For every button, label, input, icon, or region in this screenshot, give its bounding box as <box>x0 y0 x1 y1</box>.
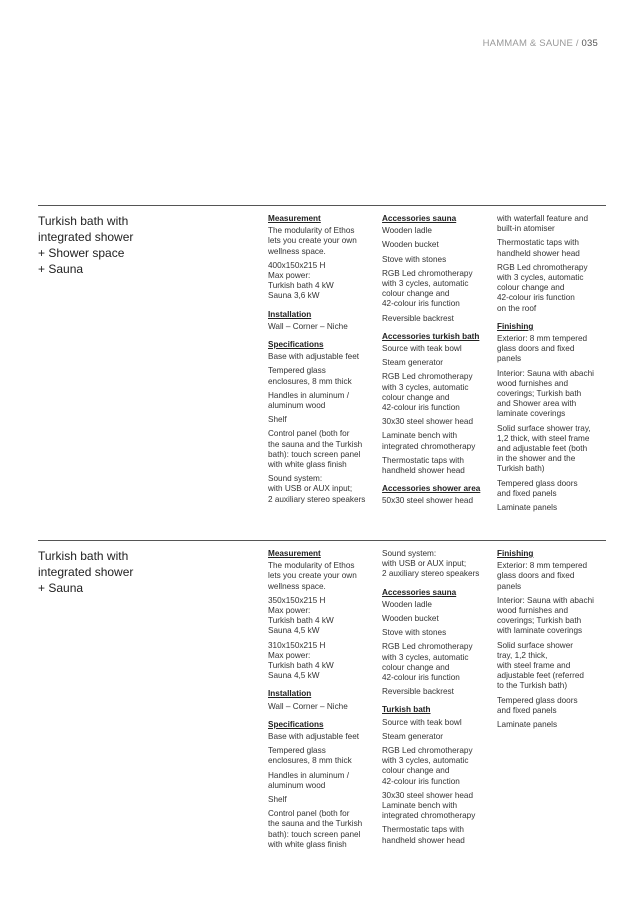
spec-text: Control panel (both for the sauna and the Turkish bath): touch screen panel with white glass finish <box>268 429 363 470</box>
section-title: HAMMAM & SAUNE <box>482 38 574 49</box>
spec-text: Thermostatic taps with handheld shower head <box>382 455 465 476</box>
spec-text: Base with adjustable feet <box>268 732 360 742</box>
spec-text: Wooden bucket <box>382 240 439 250</box>
spec-text: Wooden ladle <box>382 226 432 236</box>
spec-column-2-1 <box>268 549 376 854</box>
spec-text: Reversible backrest <box>382 313 454 323</box>
spec-column-1-1 <box>268 214 376 509</box>
spec-text: Wooden ladle <box>382 599 432 609</box>
spec-text: Interior: Sauna with abachi wood furnishes and coverings; Turkish bath with laminate coverings <box>497 595 594 636</box>
spec-heading: Finishing <box>497 321 534 331</box>
spec-heading: Accessories shower area <box>382 484 481 494</box>
spec-heading: Accessories sauna <box>382 587 457 597</box>
spec-text: 400x150x215 H Max power: Turkish bath 4 kW Sauna 3,6 kW <box>268 260 334 301</box>
spec-text: Laminate panels <box>497 503 558 513</box>
spec-text: Thermostatic taps with handheld shower head <box>497 238 580 258</box>
spec-text: Thermostatic taps with handheld shower head <box>382 825 465 845</box>
spec-heading: Specifications <box>268 340 324 350</box>
spec-text: Stove with stones <box>382 254 447 264</box>
spec-heading: Measurement <box>268 214 321 223</box>
page-number: 035 <box>581 38 598 49</box>
spec-text: Tempered glass enclosures, 8 mm thick <box>268 366 352 386</box>
spec-text: Solid surface shower tray, 1,2 thick, with steel frame and adjustable feet (both in the shower and the Turkish bath) <box>497 423 591 474</box>
spec-text: 310x150x215 H Max power: Turkish bath 4 kW Sauna 4,5 kW <box>268 640 334 681</box>
header-separator: / <box>575 38 582 49</box>
spec-text: Handles in aluminum / aluminum wood <box>268 390 350 411</box>
spec-text: RGB Led chromotherapy with 3 cycles, automatic colour change and 42-colour iris function <box>382 268 473 309</box>
page-header <box>483 38 598 49</box>
spec-heading: Accessories turkish bath <box>382 331 480 341</box>
spec-column-2-2 <box>382 549 490 850</box>
product-title-2: Turkish bath with integrated shower + Sauna <box>38 549 134 595</box>
spec-text: Exterior: 8 mm tempered glass doors and fixed panels <box>497 334 588 364</box>
section-divider-2 <box>38 540 606 541</box>
spec-text: Laminate bench with integrated chromotherapy <box>382 431 476 451</box>
spec-text: Wall – Corner – Niche <box>268 321 348 331</box>
spec-text: Handles in aluminum / aluminum wood <box>268 770 350 790</box>
spec-heading: Finishing <box>497 549 534 558</box>
spec-text: Tempered glass doors and fixed panels <box>497 695 578 715</box>
spec-text: Tempered glass enclosures, 8 mm thick <box>268 746 352 766</box>
spec-heading: Installation <box>268 689 312 699</box>
spec-heading: Measurement <box>268 549 321 558</box>
spec-text: 350x150x215 H Max power: Turkish bath 4 kW Sauna 4,5 kW <box>268 595 334 636</box>
spec-heading: Installation <box>268 309 312 319</box>
spec-text: RGB Led chromotherapy with 3 cycles, automatic colour change and 42-colour iris function <box>382 642 473 683</box>
spec-text: The modularity of Ethos lets you create your own wellness space. <box>268 226 357 256</box>
spec-heading: Turkish bath <box>382 705 431 715</box>
spec-text: Sound system: with USB or AUX input; 2 auxiliary stereo speakers <box>382 549 480 579</box>
spec-text: Exterior: 8 mm tempered glass doors and fixed panels <box>497 561 588 591</box>
spec-text: Interior: Sauna with abachi wood furnishes and coverings; Turkish bath and Shower area with laminate coverings <box>497 368 594 419</box>
spec-text: Source with teak bowl <box>382 344 462 354</box>
spec-text: Wooden bucket <box>382 614 439 624</box>
spec-text: Laminate panels <box>497 720 558 730</box>
spec-text: Base with adjustable feet <box>268 352 360 362</box>
spec-text: RGB Led chromotherapy with 3 cycles, automatic colour change and 42-colour iris function <box>382 372 473 413</box>
spec-text: Steam generator <box>382 358 443 368</box>
spec-text: Reversible backrest <box>382 687 454 697</box>
spec-heading: Accessories sauna <box>382 214 457 223</box>
section-divider-1 <box>38 205 606 206</box>
spec-column-2-3 <box>497 549 605 734</box>
spec-text: Tempered glass doors and fixed panels <box>497 478 578 498</box>
spec-text: Sound system: with USB or AUX input; 2 auxiliary stereo speakers <box>268 474 366 504</box>
spec-text: Steam generator <box>382 731 443 741</box>
spec-text: Wall – Corner – Niche <box>268 701 348 711</box>
spec-heading: Specifications <box>268 719 324 729</box>
product-title-1: Turkish bath with integrated shower + Shower space + Sauna <box>38 214 134 276</box>
spec-text: 50x30 steel shower head <box>382 496 474 506</box>
spec-text: 30x30 steel shower head <box>382 417 474 427</box>
spec-text: 30x30 steel shower head Laminate bench with integrated chromotherapy <box>382 790 476 821</box>
spec-text: Shelf <box>268 795 287 805</box>
spec-text: Control panel (both for the sauna and the Turkish bath): touch screen panel with white glass finish <box>268 809 363 849</box>
spec-text: Shelf <box>268 415 287 425</box>
spec-column-1-2 <box>382 214 490 511</box>
spec-text: Solid surface shower tray, 1,2 thick, with steel frame and adjustable feet (referred to the Turkish bath) <box>497 640 584 691</box>
spec-text: RGB Led chromotherapy with 3 cycles, automatic colour change and 42-colour iris function <box>382 746 473 786</box>
spec-text: Source with teak bowl <box>382 717 462 727</box>
spec-column-1-3 <box>497 214 605 517</box>
spec-text: The modularity of Ethos lets you create your own wellness space. <box>268 561 357 591</box>
spec-text: RGB Led chromotherapy with 3 cycles, automatic colour change and 42-colour iris function on the roof <box>497 262 588 313</box>
spec-text: with waterfall feature and built-in atomiser <box>497 214 589 234</box>
spec-text: Stove with stones <box>382 628 447 638</box>
